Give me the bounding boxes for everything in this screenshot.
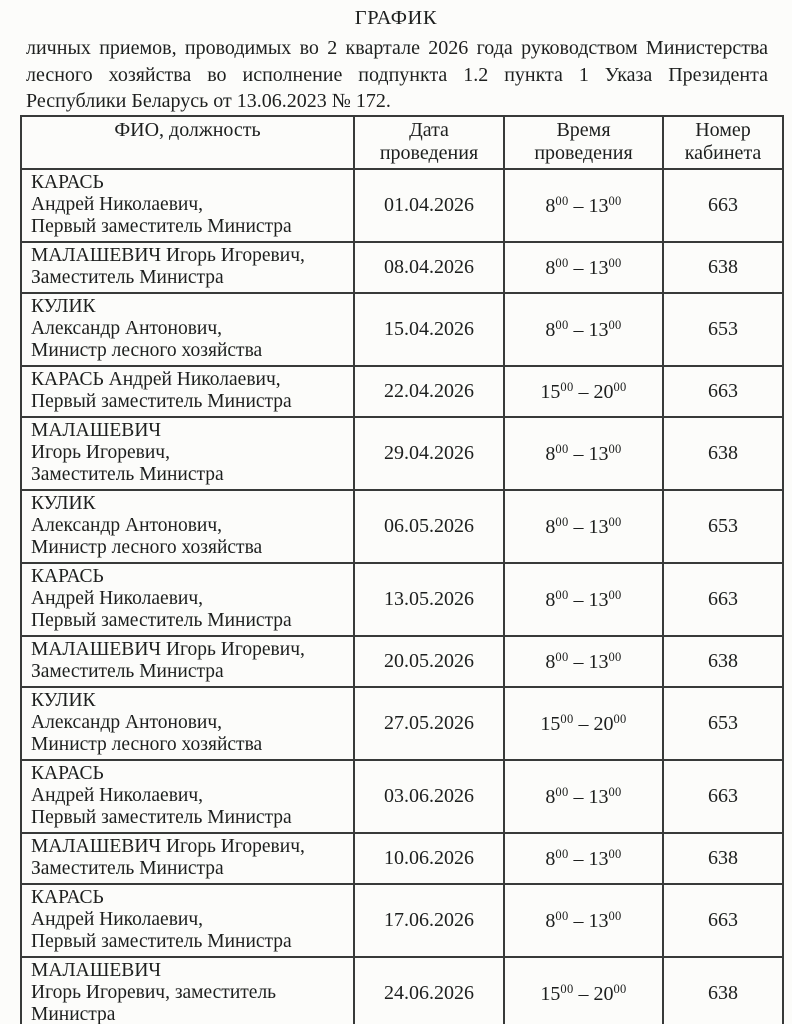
room-cell: 653 bbox=[663, 293, 783, 366]
time-cell: $8^{00} - 13^{00}$ bbox=[504, 169, 663, 242]
room-cell: 638 bbox=[663, 242, 783, 293]
official-name-cell: КАРАСЬ Андрей Николаевич, Первый заместитель Министра bbox=[21, 169, 354, 242]
document-intro: личных приемов, проводимых во 2 квартале 2026 года руководством Министерства лесного хозяйства во исполнение подпункта 1.2 пункта 1 Указа Президента Республики Беларусь от 13.06.2023 № 172. bbox=[26, 37, 768, 112]
room-cell: 638 bbox=[663, 417, 783, 490]
time-minutes-superscript: 00 bbox=[613, 981, 627, 996]
time-minutes-superscript: 00 bbox=[555, 846, 569, 861]
time-cell: $8^{00} - 13^{00}$ bbox=[504, 563, 663, 636]
room-cell: 663 bbox=[663, 563, 783, 636]
schedule-table-head bbox=[21, 116, 783, 169]
room-cell: 653 bbox=[663, 490, 783, 563]
time-cell: $8^{00} - 13^{00}$ bbox=[504, 636, 663, 687]
schedule-table bbox=[20, 115, 784, 1024]
room-cell: 663 bbox=[663, 884, 783, 957]
table-row bbox=[21, 490, 783, 563]
date-cell: 24.06.2026 bbox=[354, 957, 504, 1024]
official-name-cell: КАРАСЬ Андрей Николаевич, Первый заместитель Министра bbox=[21, 884, 354, 957]
date-cell: 06.05.2026 bbox=[354, 490, 504, 563]
time-minutes-superscript: 00 bbox=[560, 379, 574, 394]
table-row bbox=[21, 884, 783, 957]
time-cell: $15^{00} - 20^{00}$ bbox=[504, 957, 663, 1024]
schedule-table-body bbox=[21, 169, 783, 1024]
time-minutes-superscript: 00 bbox=[555, 587, 569, 602]
table-row bbox=[21, 169, 783, 242]
time-cell: $8^{00} - 13^{00}$ bbox=[504, 417, 663, 490]
time-cell: $8^{00} - 13^{00}$ bbox=[504, 884, 663, 957]
table-row bbox=[21, 833, 783, 884]
table-row bbox=[21, 687, 783, 760]
time-minutes-superscript: 00 bbox=[608, 441, 622, 456]
table-row bbox=[21, 563, 783, 636]
column-header-3: Номер кабинета bbox=[663, 116, 783, 169]
date-cell: 13.05.2026 bbox=[354, 563, 504, 636]
time-cell: $8^{00} - 13^{00}$ bbox=[504, 760, 663, 833]
date-cell: 08.04.2026 bbox=[354, 242, 504, 293]
room-cell: 653 bbox=[663, 687, 783, 760]
time-minutes-superscript: 00 bbox=[555, 317, 569, 332]
time-minutes-superscript: 00 bbox=[608, 908, 622, 923]
official-name-cell: КУЛИК Александр Антонович, Министр лесного хозяйства bbox=[21, 687, 354, 760]
time-minutes-superscript: 00 bbox=[608, 255, 622, 270]
table-row bbox=[21, 293, 783, 366]
time-minutes-superscript: 00 bbox=[608, 193, 622, 208]
time-minutes-superscript: 00 bbox=[560, 711, 574, 726]
time-minutes-superscript: 00 bbox=[608, 784, 622, 799]
time-minutes-superscript: 00 bbox=[555, 441, 569, 456]
time-minutes-superscript: 00 bbox=[613, 379, 627, 394]
time-minutes-superscript: 00 bbox=[555, 514, 569, 529]
date-cell: 29.04.2026 bbox=[354, 417, 504, 490]
time-minutes-superscript: 00 bbox=[613, 711, 627, 726]
column-header-1: Дата проведения bbox=[354, 116, 504, 169]
time-cell: $8^{00} - 13^{00}$ bbox=[504, 242, 663, 293]
room-cell: 663 bbox=[663, 169, 783, 242]
official-name-cell: МАЛАШЕВИЧ Игорь Игоревич, Заместитель Министра bbox=[21, 242, 354, 293]
table-row bbox=[21, 957, 783, 1024]
time-minutes-superscript: 00 bbox=[608, 587, 622, 602]
time-cell: $8^{00} - 13^{00}$ bbox=[504, 293, 663, 366]
room-cell: 663 bbox=[663, 366, 783, 417]
room-cell: 663 bbox=[663, 760, 783, 833]
date-cell: 01.04.2026 bbox=[354, 169, 504, 242]
time-minutes-superscript: 00 bbox=[608, 317, 622, 332]
table-row bbox=[21, 760, 783, 833]
time-cell: $15^{00} - 20^{00}$ bbox=[504, 687, 663, 760]
official-name-cell: КУЛИК Александр Антонович, Министр лесного хозяйства bbox=[21, 293, 354, 366]
date-cell: 03.06.2026 bbox=[354, 760, 504, 833]
column-header-0: ФИО, должность bbox=[21, 116, 354, 169]
room-cell: 638 bbox=[663, 636, 783, 687]
time-minutes-superscript: 00 bbox=[560, 981, 574, 996]
time-minutes-superscript: 00 bbox=[555, 193, 569, 208]
date-cell: 17.06.2026 bbox=[354, 884, 504, 957]
time-minutes-superscript: 00 bbox=[555, 784, 569, 799]
time-minutes-superscript: 00 bbox=[555, 649, 569, 664]
official-name-cell: МАЛАШЕВИЧ Игорь Игоревич, заместитель Министра bbox=[21, 957, 354, 1024]
official-name-cell: МАЛАШЕВИЧ Игорь Игоревич, Заместитель Министра bbox=[21, 833, 354, 884]
official-name-cell: КАРАСЬ Андрей Николаевич, Первый заместитель Министра bbox=[21, 366, 354, 417]
document-title: ГРАФИК bbox=[354, 7, 438, 29]
time-cell: $8^{00} - 13^{00}$ bbox=[504, 490, 663, 563]
time-minutes-superscript: 00 bbox=[555, 908, 569, 923]
time-minutes-superscript: 00 bbox=[608, 514, 622, 529]
official-name-cell: МАЛАШЕВИЧ Игорь Игоревич, Заместитель Министра bbox=[21, 636, 354, 687]
table-row bbox=[21, 242, 783, 293]
date-cell: 27.05.2026 bbox=[354, 687, 504, 760]
time-minutes-superscript: 00 bbox=[608, 846, 622, 861]
column-header-2: Время проведения bbox=[504, 116, 663, 169]
date-cell: 10.06.2026 bbox=[354, 833, 504, 884]
time-minutes-superscript: 00 bbox=[555, 255, 569, 270]
table-row bbox=[21, 366, 783, 417]
room-cell: 638 bbox=[663, 833, 783, 884]
date-cell: 20.05.2026 bbox=[354, 636, 504, 687]
date-cell: 15.04.2026 bbox=[354, 293, 504, 366]
table-row bbox=[21, 417, 783, 490]
schedule-table-head-row bbox=[21, 116, 783, 169]
official-name-cell: КАРАСЬ Андрей Николаевич, Первый заместитель Министра bbox=[21, 563, 354, 636]
time-cell: $15^{00} - 20^{00}$ bbox=[504, 366, 663, 417]
official-name-cell: КАРАСЬ Андрей Николаевич, Первый заместитель Министра bbox=[21, 760, 354, 833]
official-name-cell: МАЛАШЕВИЧ Игорь Игоревич, Заместитель Министра bbox=[21, 417, 354, 490]
time-cell: $8^{00} - 13^{00}$ bbox=[504, 833, 663, 884]
time-minutes-superscript: 00 bbox=[608, 649, 622, 664]
date-cell: 22.04.2026 bbox=[354, 366, 504, 417]
room-cell: 638 bbox=[663, 957, 783, 1024]
table-row bbox=[21, 636, 783, 687]
official-name-cell: КУЛИК Александр Антонович, Министр лесного хозяйства bbox=[21, 490, 354, 563]
